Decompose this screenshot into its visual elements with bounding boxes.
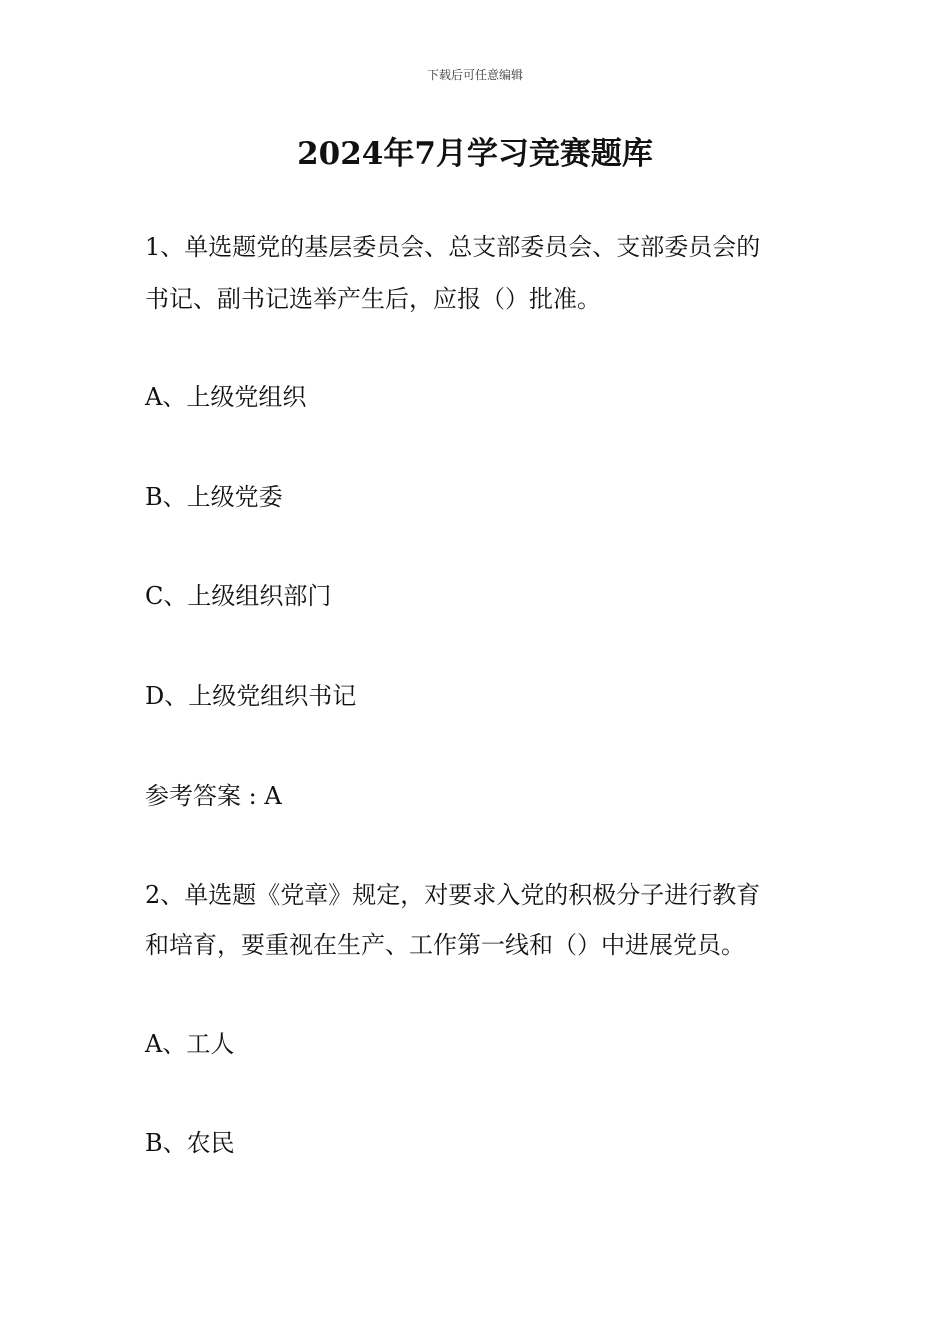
- option-c: C、上级组织部门: [145, 582, 332, 610]
- question-stem-line: 书记、副书记选举产生后，应报（）批准。: [145, 285, 601, 313]
- question-stem-line: 1、单选题党的基层委员会、总支部委员会、支部委员会的: [145, 233, 761, 261]
- page-title: 2024年7月学习竞赛题库: [297, 136, 653, 172]
- question-stem-line: 和培育，要重视在生产、工作第一线和（）中进展党员。: [145, 931, 745, 959]
- header-note: 下载后可任意编辑: [426, 68, 523, 82]
- option-a: A、上级党组织: [145, 383, 307, 411]
- option-b: B、上级党委: [145, 483, 283, 511]
- question-stem-line: 2、单选题《党章》规定，对要求入党的积极分子进行教育: [145, 881, 761, 909]
- reference-answer: 参考答案 : A: [145, 782, 282, 810]
- option-b: B、农民: [145, 1129, 235, 1157]
- option-d: D、上级党组织书记: [145, 682, 357, 710]
- option-a: A、工人: [145, 1030, 235, 1058]
